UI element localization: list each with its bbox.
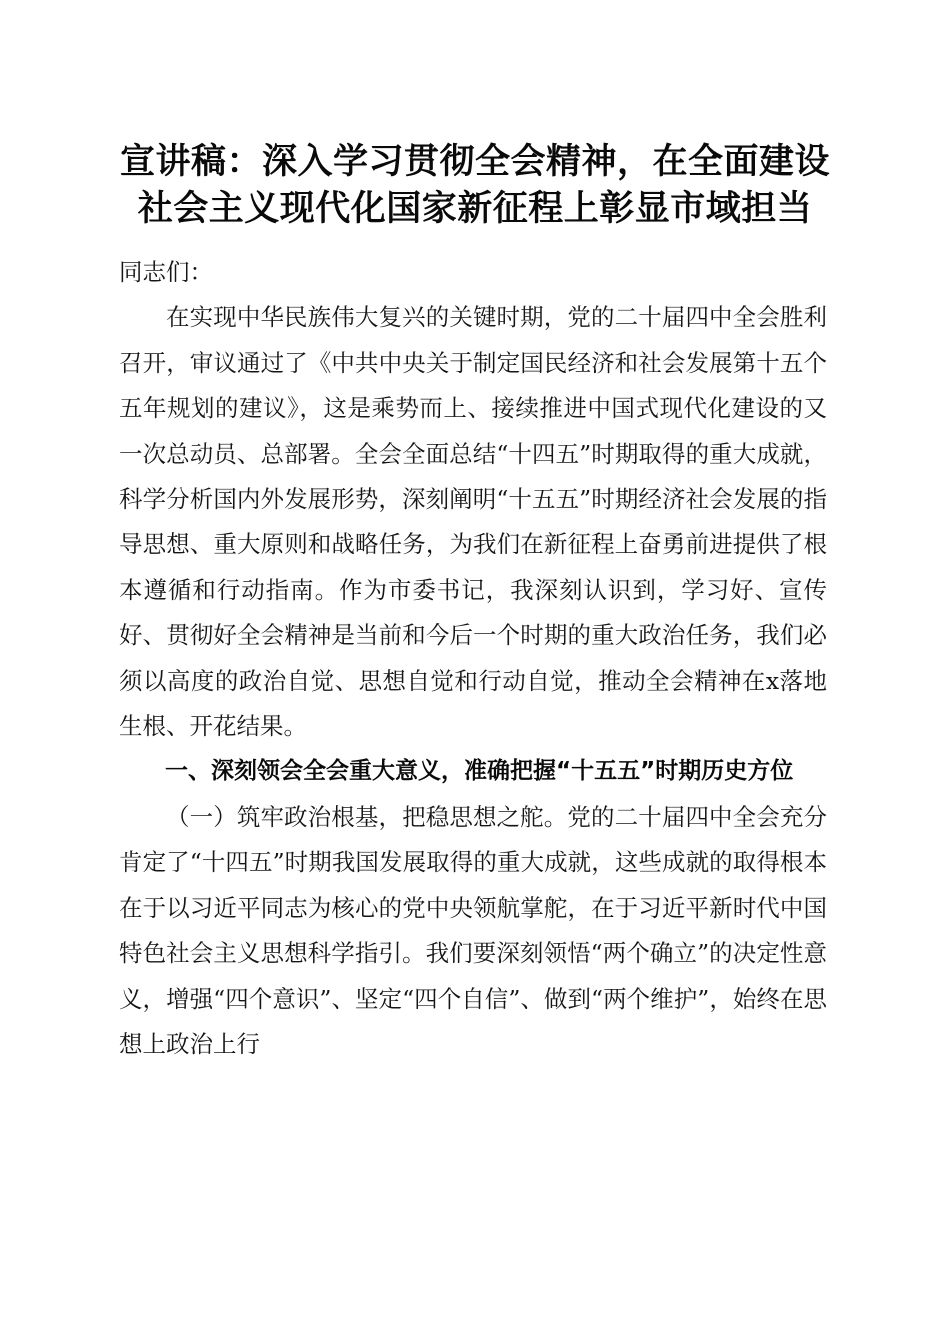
title-line-2: 社会主义现代化国家新征程上彰显市域担当 bbox=[137, 188, 813, 229]
title-line-1: 宣讲稿：深入学习贯彻全会精神，在全面建设 bbox=[119, 141, 830, 182]
document-title bbox=[100, 138, 850, 232]
paragraph-section-1-1: （一）筑牢政治根基，把稳思想之舵。党的二十届四中全会充分肯定了“十四五”时期我国发展取得的重大成就，这些成就的取得根本在于以习近平同志为核心的党中央领航掌舵，在于习近平新时代中国特色社会主义思想科学指引。我们要深刻领悟“两个确立”的决定性意义，增强“四个意识”、坚定“四个自信”、做到“两个维护”，始终在思想上政治上行 bbox=[119, 802, 827, 1058]
paragraph-intro: 在实现中华民族伟大复兴的关键时期，党的二十届四中全会胜利召开，审议通过了《中共中央关于制定国民经济和社会发展第十五个五年规划的建议》，这是乘势而上、接续推进中国式现代化建设的又一次总动员、总部署。全会全面总结“十四五”时期取得的重大成就，科学分析国内外发展形势，深刻阐明“十五五”时期经济社会发展的指导思想、重大原则和战略任务，为我们在新征程上奋勇前进提供了根本遵循和行动指南。作为市委书记，我深刻认识到，学习好、宣传好、贯彻好全会精神是当前和今后一个时期的重大政治任务，我们必须以高度的政治自觉、思想自觉和行动自觉，推动全会精神在x落地生根、开花结果。 bbox=[119, 303, 827, 741]
section-heading-1: 一、深刻领会全会重大意义，准确把握“十五五”时期历史方位 bbox=[165, 758, 794, 785]
document-body bbox=[119, 250, 827, 1067]
salutation: 同志们： bbox=[119, 258, 213, 286]
